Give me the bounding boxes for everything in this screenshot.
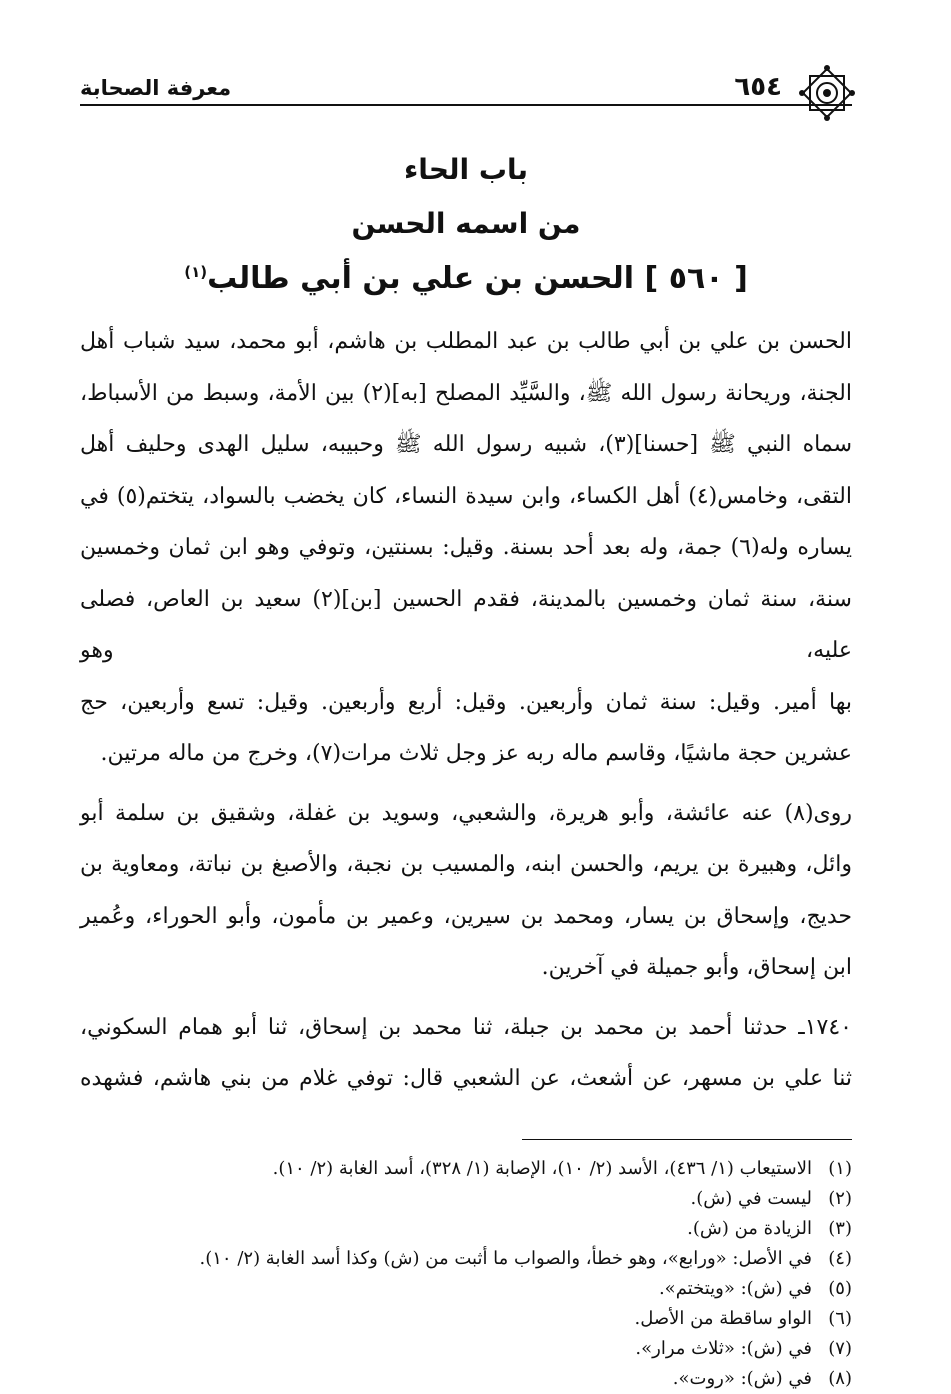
book-title: معرفة الصحابة <box>80 76 232 100</box>
footnote-number: (٢) <box>828 1187 852 1209</box>
chapter-heading: باب الحاء <box>403 153 529 186</box>
page-number: ٦٥٤ <box>734 72 782 102</box>
footnote <box>80 1244 852 1274</box>
text-line: سنة، سنة ثمان وخمسين بالمدينة، فقدم الحسين [بن](٢) سعيد بن العاص، فصلى عليه، وهو <box>80 586 852 663</box>
text-line: ثنا علي بن مسهر، عن أشعث، عن الشعبي قال: توفي غلام من بني هاشم، فشهده <box>80 1066 852 1091</box>
footnote-text: في (ش): «روت». <box>672 1367 812 1389</box>
hadith-paragraph <box>80 1002 852 1105</box>
footnote <box>80 1154 852 1184</box>
entry-heading <box>80 258 852 300</box>
footnote-text: في (ش): «ويتختم». <box>658 1277 812 1299</box>
footnote-number: (٦) <box>828 1307 852 1329</box>
text-line: حديج، وإسحاق بن يسار، ومحمد بن سيرين، وعمير بن مأمون، وأبو الحوراء، وعُمير <box>80 903 852 929</box>
text-line: روى(٨) عنه عائشة، وأبو هريرة، والشعبي، وسويد بن غفلة، وشقيق بن سلمة أبو <box>80 800 852 826</box>
text-line: وائل، وهبيرة بن يريم، والحسن ابنه، والمسيب بن نجبة، والأصبغ بن نباتة، ومعاوية بن <box>80 852 852 877</box>
octagonal-star-ornament-icon <box>798 64 856 122</box>
text-line: عشرين حجة ماشيًا، وقاسم ماله ربه عز وجل ثلاث مرات(٧)، وخرج من ماله مرتين. <box>100 741 852 766</box>
footnote-text: في (ش): «ثلاث مرار». <box>635 1337 812 1359</box>
biography-paragraph <box>80 316 852 780</box>
footnote-text: الاستيعاب (١/ ٤٣٦)، الأسد (٢/ ١٠)، الإصابة (١/ ٣٢٨)، أسد الغابة (٢/ ١٠). <box>272 1157 812 1179</box>
footnote <box>80 1364 852 1394</box>
footnote-text: في الأصل: «ورابع»، وهو خطأ، والصواب ما أثبت من (ش) وكذا أسد الغابة (٢/ ١٠). <box>199 1247 812 1269</box>
text-line: التقى، وخامس(٤) أهل الكساء، وابن سيدة النساء، كان يخضب بالسواد، يتختم(٥) في <box>80 483 853 509</box>
entry-footnote-marker: (١) <box>184 263 208 281</box>
text-line: ١٧٤٠ـ حدثنا أحمد بن محمد بن جبلة، ثنا محمد بن إسحاق، ثنا أبو همام السكوني، <box>80 1014 852 1040</box>
text-line: الجنة، وريحانة رسول الله ﷺ، والسَّيِّد المصلح [به](٢) بين الأمة، وسبط من الأسباط، <box>80 380 852 406</box>
entry-open-bracket: [ <box>734 261 748 296</box>
section-heading: من اسمه الحسن <box>351 207 581 240</box>
running-header <box>80 50 852 106</box>
entry-close-bracket: ] <box>644 261 659 296</box>
text-line: بها أمير. وقيل: سنة ثمان وأربعين. وقيل: أربع وأربعين. وقيل: تسع وأربعين، حج <box>80 689 852 715</box>
footnote <box>80 1214 852 1244</box>
footnote-number: (٣) <box>828 1217 852 1239</box>
footnote-separator <box>522 1139 852 1140</box>
text-line: الحسن بن علي بن أبي طالب بن عبد المطلب بن هاشم، أبو محمد، سيد شباب أهل <box>80 329 852 354</box>
footnote <box>80 1304 852 1334</box>
footnotes <box>80 1154 852 1394</box>
entry-name: الحسن بن علي بن أبي طالب <box>207 261 635 296</box>
footnote-number: (٧) <box>828 1337 852 1359</box>
footnote <box>80 1184 852 1214</box>
footnote <box>80 1334 852 1364</box>
narrators-paragraph <box>80 788 852 994</box>
footnote-text: الزيادة من (ش). <box>687 1217 812 1239</box>
text-line: ابن إسحاق، وأبو جميلة في آخرين. <box>541 955 852 980</box>
footnote-number: (٥) <box>828 1277 852 1299</box>
footnote-text: الواو ساقطة من الأصل. <box>634 1307 812 1329</box>
footnote-number: (٤) <box>828 1247 852 1269</box>
document-page <box>80 50 852 1394</box>
footnote-text: ليست في (ش). <box>690 1187 812 1209</box>
footnote <box>80 1274 852 1304</box>
footnote-number: (٨) <box>828 1367 852 1389</box>
text-line: يساره وله(٦) جمة، وله بعد أحد بسنة. وقيل: بسنتين، وتوفي وهو ابن ثمان وخمسين <box>80 535 852 560</box>
footnote-number: (١) <box>828 1157 852 1179</box>
text-line: سماه النبي ﷺ [حسنا](٣)، شبيه رسول الله ﷺ وحبيبه، سليل الهدى وحليف أهل <box>80 432 853 457</box>
entry-number: ٥٦٠ <box>668 261 724 296</box>
